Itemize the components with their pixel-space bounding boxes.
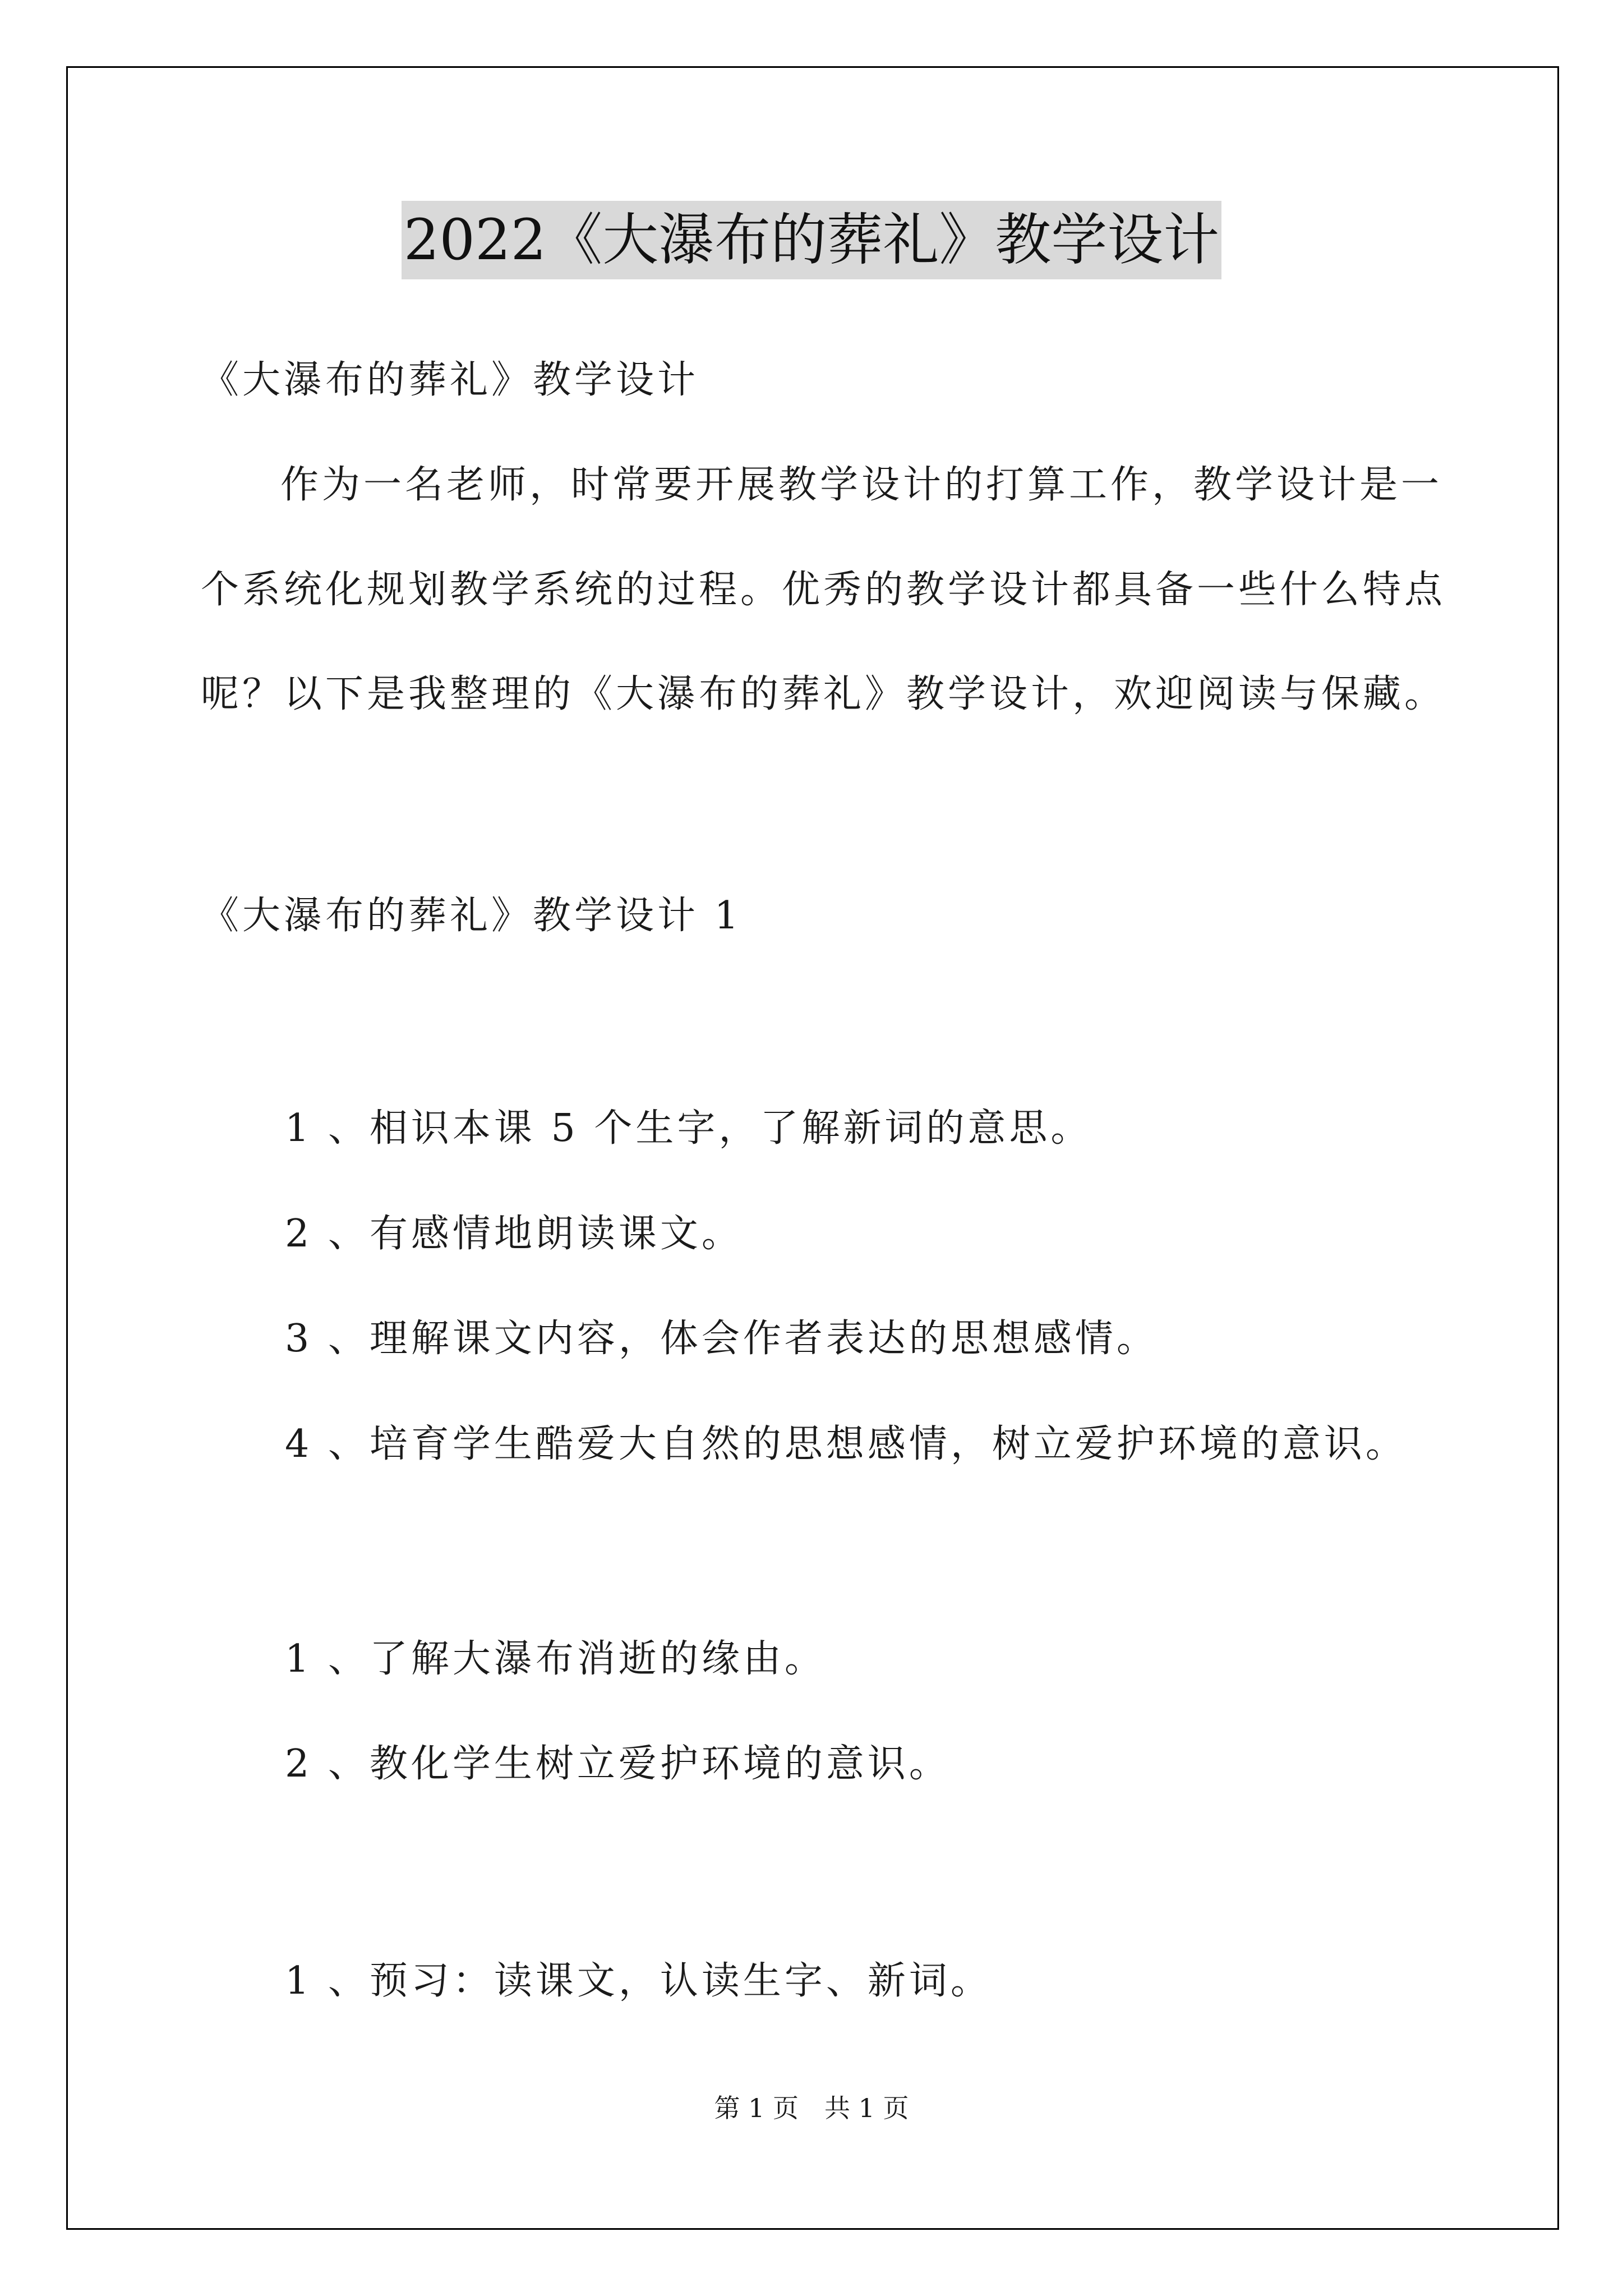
intro-line-2: 个系统化规划教学系统的过程。优秀的教学设计都具备一些什么特点 [201,568,1446,612]
document-title: 2022《大瀑布的葬礼》教学设计 [402,201,1222,279]
goal-item-2: 2 、有感情地朗读课文。 [285,1212,743,1256]
section-heading: 《大瀑布的葬礼》教学设计 1 [201,894,742,938]
preparation-item-1: 1 、预习：读课文，认读生字、新词。 [285,1959,992,2003]
key-point-item-1: 1 、了解大瀑布消逝的缘由。 [285,1637,826,1681]
intro-line-3: 呢？以下是我整理的《大瀑布的葬礼》教学设计，欢迎阅读与保藏。 [201,672,1446,716]
page-footer: 第 1 页 共 1 页 [714,2093,909,2123]
key-point-item-2: 2 、教化学生树立爱护环境的意识。 [285,1742,951,1786]
goal-item-4: 4 、培育学生酷爱大自然的思想感情，树立爱护环境的意识。 [285,1422,1407,1466]
document-subtitle: 《大瀑布的葬礼》教学设计 [201,358,699,402]
goal-item-3: 3 、理解课文内容，体会作者表达的思想感情。 [285,1317,1158,1361]
title-container [0,201,1623,279]
intro-line-1: 作为一名老师，时常要开展教学设计的打算工作，教学设计是一 [280,463,1443,507]
goal-item-1: 1 、相识本课 5 个生字，了解新词的意思。 [285,1106,1092,1151]
